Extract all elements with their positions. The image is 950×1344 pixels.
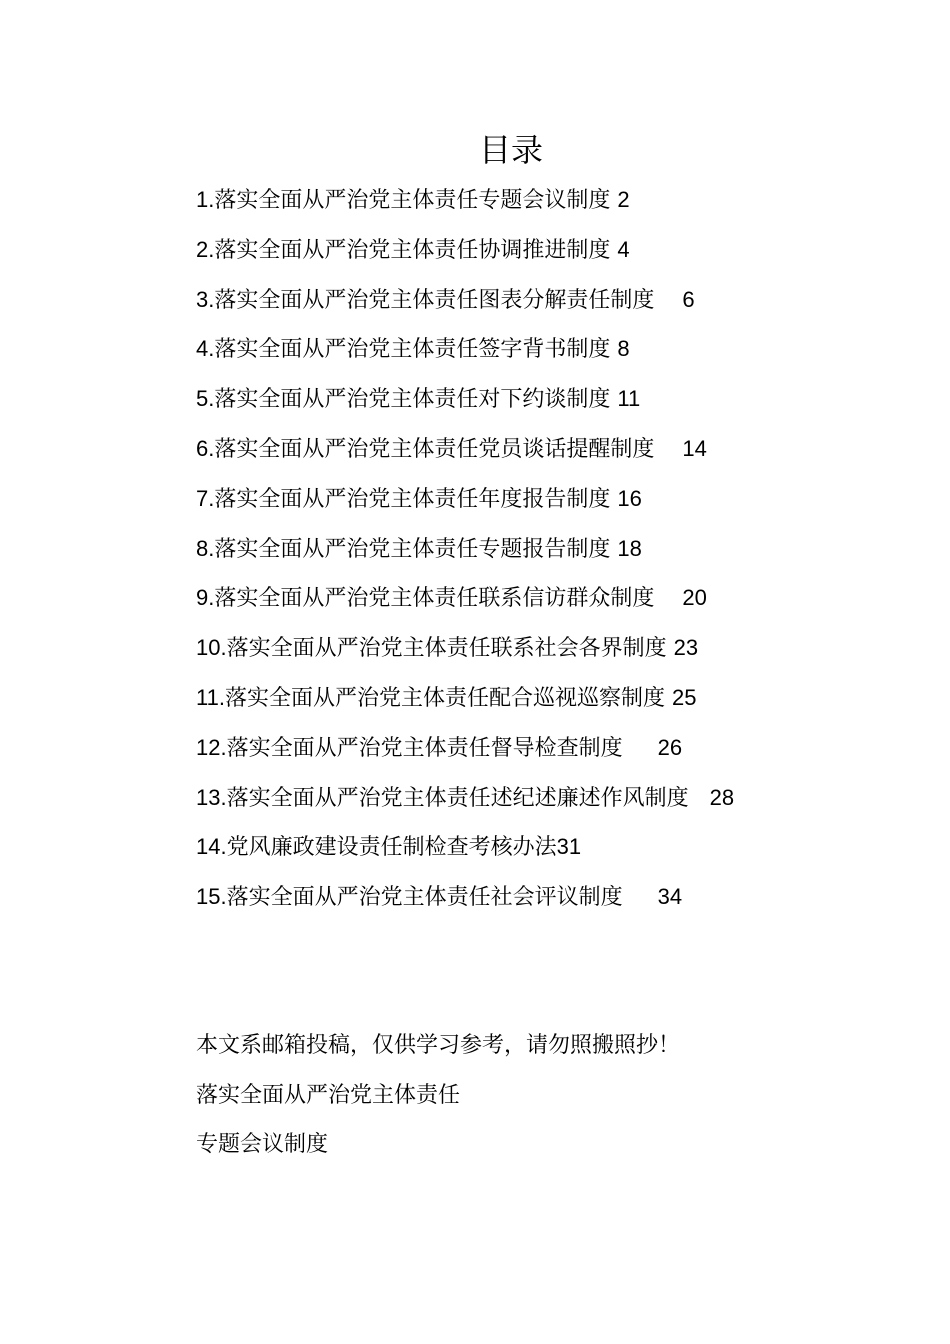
toc-entry-number: 13. — [196, 784, 227, 810]
toc-entry-text: 党风廉政建设责任制检查考核办法 — [226, 835, 557, 861]
toc-entry-separator — [667, 636, 674, 661]
toc-entry-number: 7. — [196, 485, 215, 511]
toc-entry-page: 6 — [682, 286, 695, 312]
toc-entry — [196, 280, 734, 330]
toc-entry-number: 5. — [196, 386, 215, 412]
toc-entry-page: 8 — [617, 336, 630, 362]
toc-entry-number: 6. — [196, 435, 215, 461]
toc-entry-separator — [654, 586, 682, 611]
toc-entry-text: 落实全面从严治党主体责任对下约谈制度 — [214, 387, 611, 413]
toc-entry — [196, 329, 734, 379]
toc-entry-text: 落实全面从严治党主体责任述纪述廉述作风制度 — [226, 785, 689, 811]
toc-entry-number: 8. — [196, 535, 215, 561]
toc-entry — [196, 877, 734, 927]
toc-entry-number: 10. — [196, 635, 227, 661]
toc-entry-number: 9. — [196, 585, 215, 611]
toc-entry-page: 4 — [617, 236, 630, 262]
toc-entry — [196, 728, 734, 778]
toc-entry-text: 落实全面从严治党主体责任社会评议制度 — [226, 885, 623, 911]
toc-entry — [196, 180, 734, 230]
toc-entry-number: 15. — [196, 884, 227, 910]
toc-entry-text: 落实全面从严治党主体责任签字背书制度 — [214, 337, 611, 363]
toc-entry-page: 23 — [673, 635, 699, 661]
toc-entry — [196, 628, 734, 678]
notice-paragraph: 本文系邮箱投稿，仅供学习参考，请勿照搬照抄！ — [196, 1033, 681, 1058]
toc-entry — [196, 578, 734, 628]
document-body — [196, 1026, 680, 1175]
toc-entry-page: 34 — [657, 884, 683, 910]
toc-entry-separator — [665, 686, 672, 711]
toc-entry-text: 落实全面从严治党主体责任图表分解责任制度 — [214, 287, 655, 313]
toc-entry-number: 14. — [196, 834, 227, 860]
toc-entry-page: 18 — [617, 535, 642, 561]
toc-entry-page: 16 — [617, 485, 642, 511]
toc-entry-text: 落实全面从严治党主体责任联系社会各界制度 — [226, 636, 667, 662]
toc-entry-page: 20 — [682, 585, 707, 611]
toc-entry-number: 12. — [196, 734, 227, 760]
toc-entry-text: 落实全面从严治党主体责任年度报告制度 — [214, 486, 611, 512]
toc-entry-text: 落实全面从严治党主体责任协调推进制度 — [214, 237, 611, 263]
toc-entry — [196, 678, 734, 728]
toc-entry-text: 落实全面从严治党主体责任联系信访群众制度 — [214, 586, 655, 612]
toc-entry-number: 3. — [196, 286, 215, 312]
toc-entry-separator — [654, 288, 682, 313]
section-heading-line-1: 落实全面从严治党主体责任 — [196, 1082, 461, 1108]
toc-entry-number: 1. — [196, 187, 215, 212]
toc-entry — [196, 827, 734, 877]
toc-entry — [196, 529, 734, 579]
toc-entry-separator — [689, 786, 710, 811]
toc-entry-text: 落实全面从严治党主体责任党员谈话提醒制度 — [214, 436, 655, 462]
toc-list — [196, 180, 734, 927]
toc-entry-number: 4. — [196, 336, 215, 362]
toc-title: 目录 — [478, 131, 543, 169]
toc-entry-page: 31 — [556, 834, 582, 860]
toc-entry-text: 落实全面从严治党主体责任督导检查制度 — [226, 735, 623, 761]
toc-entry — [196, 778, 734, 828]
toc-entry-page: 2 — [617, 187, 630, 212]
section-heading-line-2: 专题会议制度 — [196, 1132, 329, 1157]
toc-entry-separator — [623, 885, 658, 910]
toc-entry-number: 2. — [196, 236, 215, 262]
toc-entry-text: 落实全面从严治党主体责任专题会议制度 — [214, 188, 611, 213]
toc-entry-separator — [654, 437, 682, 462]
toc-entry-page: 11 — [617, 386, 641, 412]
toc-entry-page: 14 — [682, 435, 707, 461]
toc-entry-page: 26 — [657, 734, 683, 760]
toc-entry-page: 25 — [671, 684, 697, 710]
toc-entry — [196, 379, 734, 429]
toc-entry — [196, 429, 734, 479]
toc-entry-page: 28 — [709, 784, 735, 810]
toc-entry-number: 11. — [196, 684, 225, 710]
toc-entry-text: 落实全面从严治党主体责任专题报告制度 — [214, 536, 611, 562]
toc-entry-separator — [623, 736, 658, 761]
toc-entry — [196, 479, 734, 529]
toc-entry — [196, 230, 734, 280]
toc-entry-text: 落实全面从严治党主体责任配合巡视巡察制度 — [224, 685, 665, 711]
